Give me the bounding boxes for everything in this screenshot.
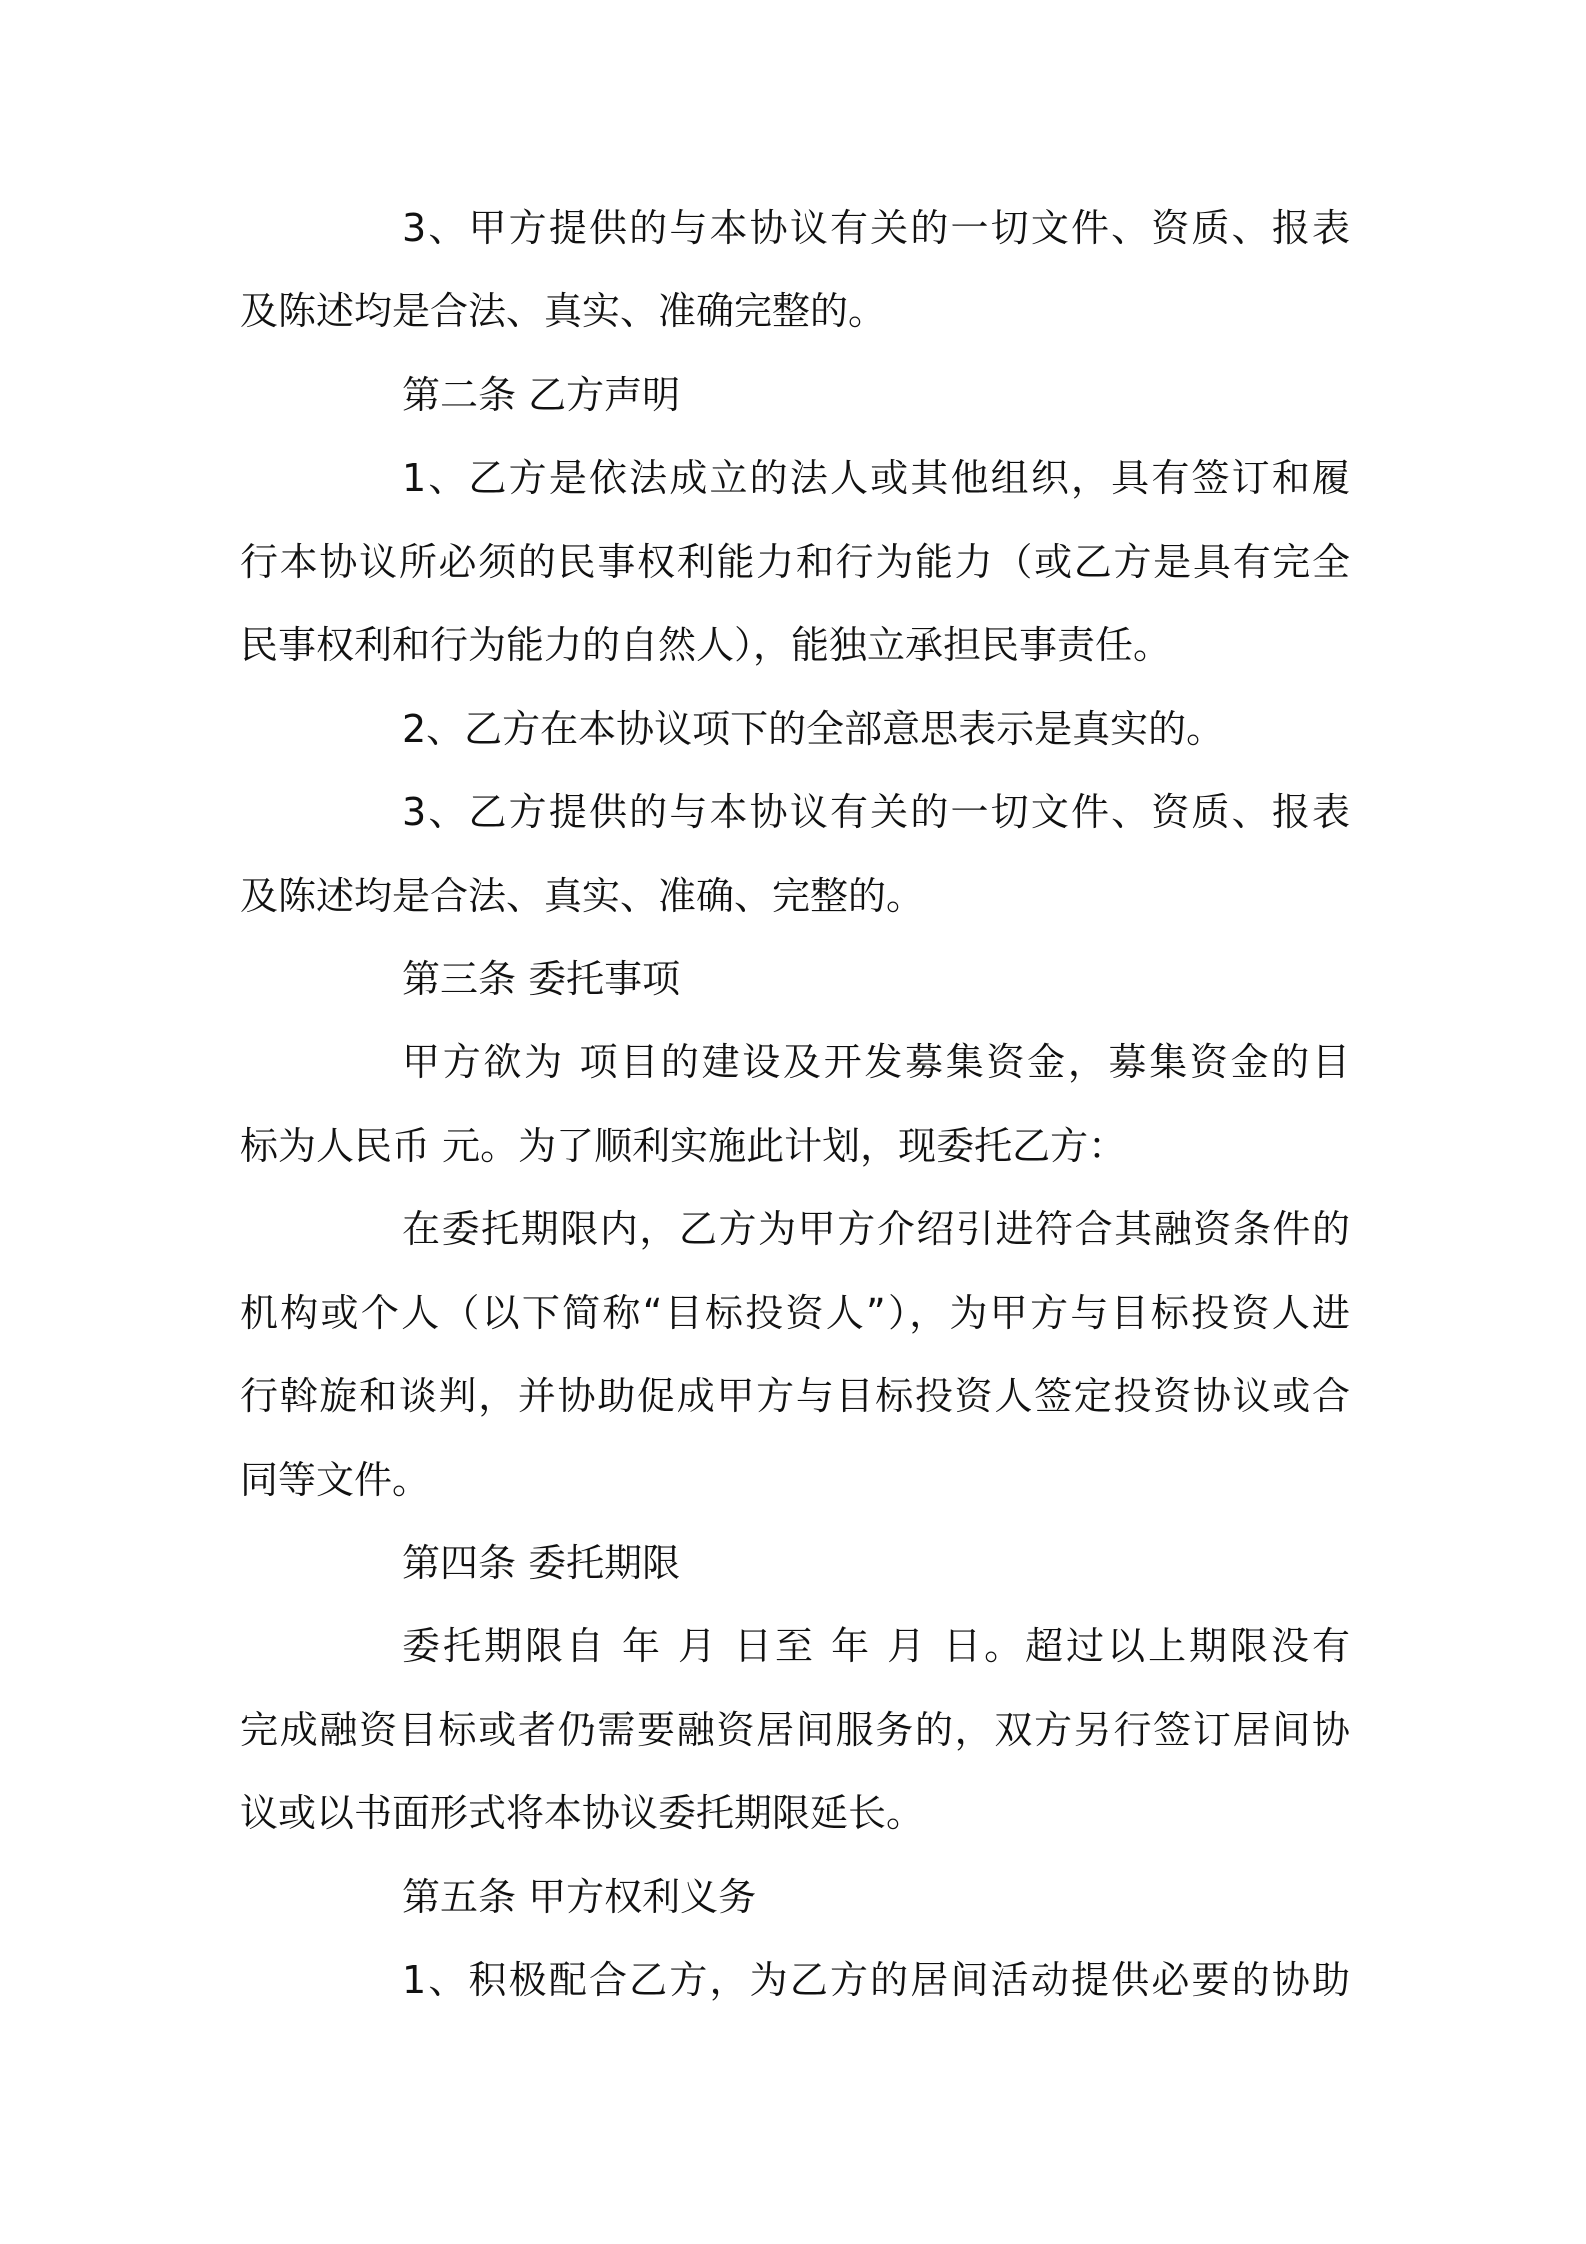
doc-line: 民事权利和行为能力的自然人），能独立承担民事责任。	[240, 623, 1172, 667]
doc-line: 3、甲方提供的与本协议有关的一切文件、资质、报表	[402, 206, 1350, 250]
doc-line: 及陈述均是合法、真实、准确、完整的。	[240, 874, 925, 918]
doc-line: 同等文件。	[240, 1458, 431, 1502]
section-heading: 第四条 委托期限	[402, 1541, 681, 1585]
doc-line: 委托期限自 年 月 日至 年 月 日。超过以上期限没有	[402, 1624, 1350, 1668]
section-heading: 第二条 乙方声明	[402, 373, 681, 417]
doc-line: 标为人民币 元。为了顺利实施此计划，现委托乙方：	[240, 1124, 1127, 1168]
doc-line: 3、乙方提供的与本协议有关的一切文件、资质、报表	[402, 790, 1350, 834]
section-heading: 第三条 委托事项	[402, 957, 681, 1001]
doc-line: 机构或个人（以下简称“目标投资人”），为甲方与目标投资人进	[240, 1291, 1350, 1335]
doc-line: 及陈述均是合法、真实、准确完整的。	[240, 289, 887, 333]
doc-line: 在委托期限内，乙方为甲方介绍引进符合其融资条件的	[402, 1207, 1350, 1251]
doc-line: 议或以书面形式将本协议委托期限延长。	[240, 1791, 925, 1835]
doc-line: 1、乙方是依法成立的法人或其他组织，具有签订和履	[402, 456, 1350, 500]
doc-line: 完成融资目标或者仍需要融资居间服务的，双方另行签订居间协	[240, 1708, 1350, 1752]
doc-line: 1、积极配合乙方，为乙方的居间活动提供必要的协助	[402, 1958, 1350, 2002]
doc-line: 行本协议所必须的民事权利能力和行为能力（或乙方是具有完全	[240, 540, 1350, 584]
section-heading: 第五条 甲方权利义务	[402, 1875, 757, 1919]
doc-line: 甲方欲为 项目的建设及开发募集资金，募集资金的目	[402, 1040, 1350, 1084]
doc-line: 2、乙方在本协议项下的全部意思表示是真实的。	[402, 707, 1225, 751]
doc-line: 行斡旋和谈判，并协助促成甲方与目标投资人签定投资协议或合	[240, 1374, 1350, 1418]
